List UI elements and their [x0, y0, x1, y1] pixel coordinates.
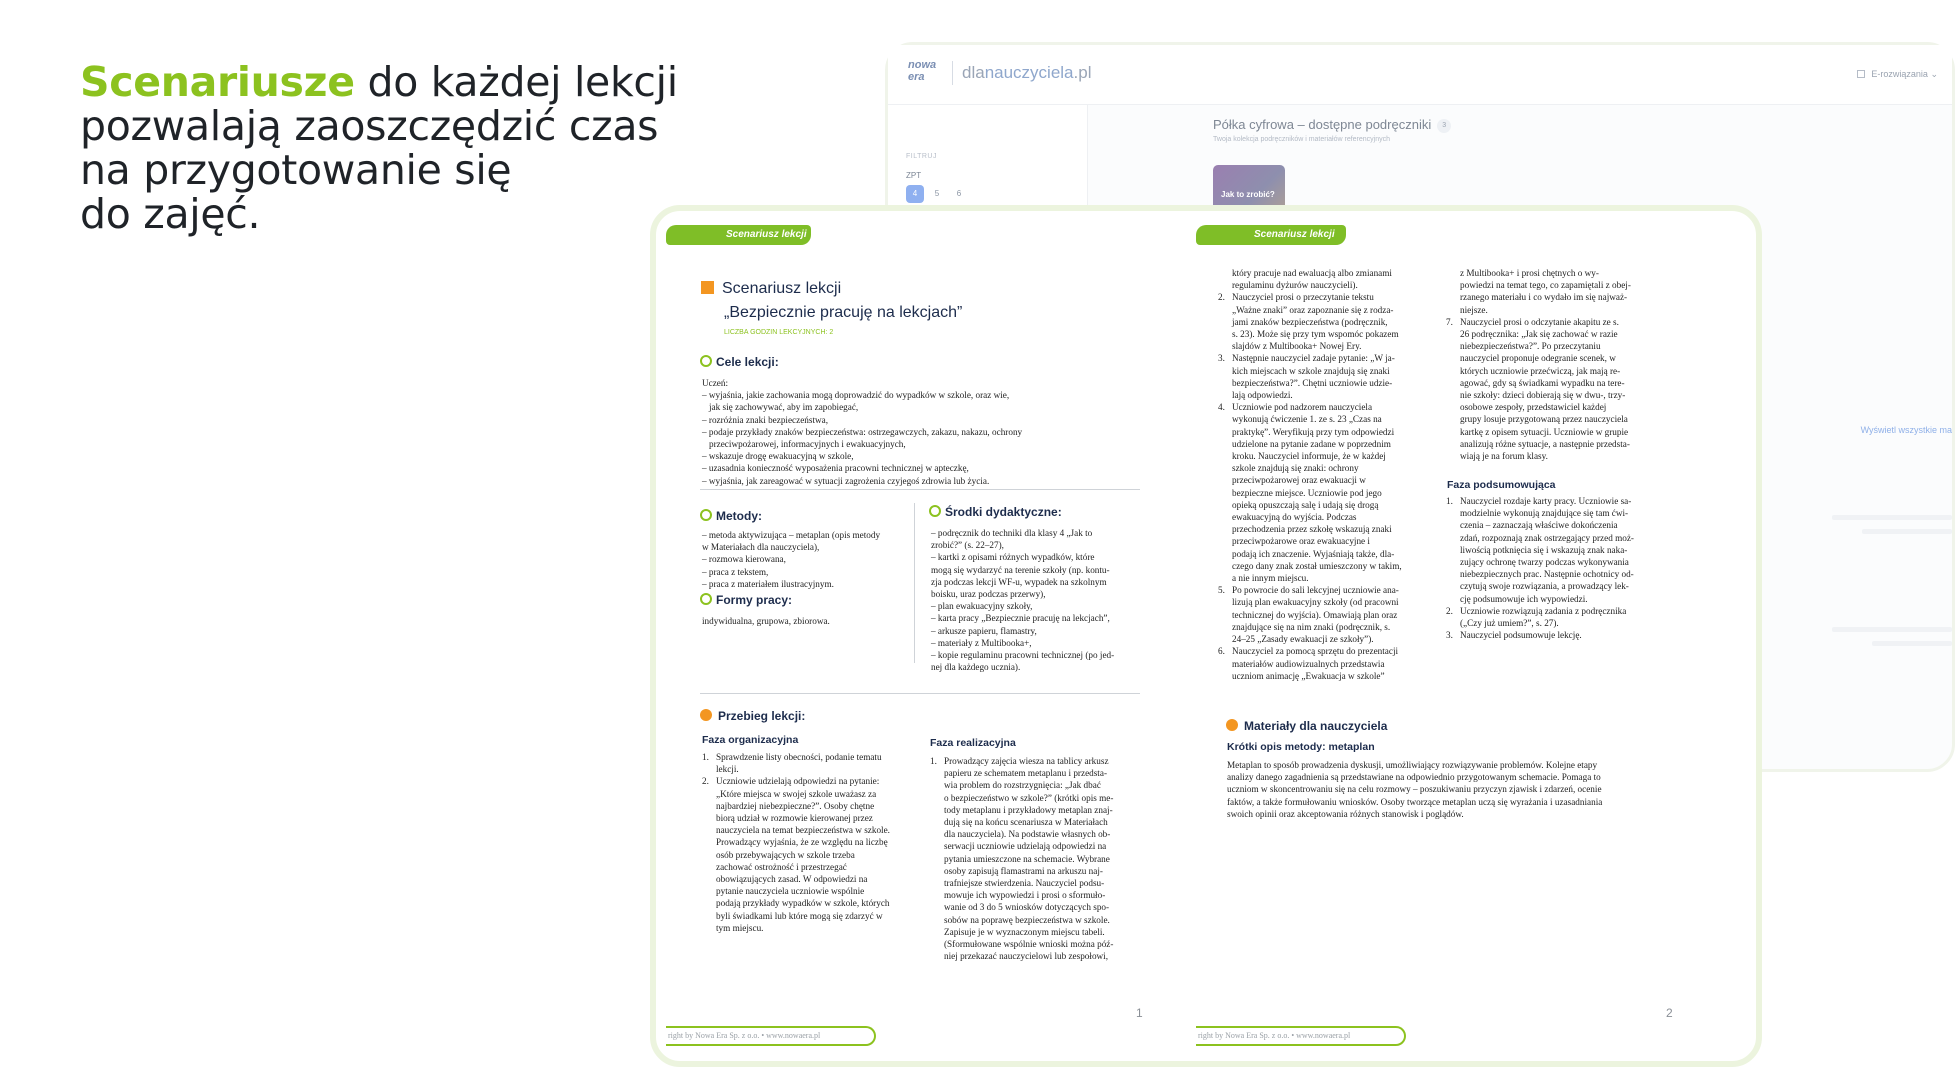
- copyright-footer: right by Nowa Era Sp. z o.o. • www.nowaera.pl: [666, 1026, 876, 1046]
- step-item: 3. Następnie nauczyciel zadaje pytanie: „W ja- kich miejscach w szkole znajdują się znaki bezpieczeństwa?”. Chętni uczniowie udzie- lają odpowiedzi.: [1218, 353, 1395, 401]
- app-header: [888, 45, 1952, 105]
- realization-phase-text: [930, 755, 1144, 962]
- headline-line-3: na przygotowanie się: [80, 146, 512, 194]
- show-all-link[interactable]: Wyświetl wszystkie ma: [1860, 425, 1952, 435]
- goals-heading: Cele lekcji:: [700, 355, 779, 369]
- step-item: 2. Uczniowie udzielają odpowiedzi na pytanie: „Które miejsca w swojej szkole uważasz za najbardziej niebezpieczne?”. Osoby chętne biorą udział w rozmowie kierowanej przez nauczyciela na temat bezpieczeństwa w szkole. Prowadzący wyjaśnia, że ze względu na liczbę osób przebywających w szkole trzeba zachować ostrożność i przestrzegać obowiązujących zasad. W odpowiedzi na pytanie nauczyciela uczniowie wspólnie podają przykłady wypadków w szkole, których byli świadkami lub które mogą się zdarzyć w tym miejscu.: [702, 776, 890, 933]
- realization-phase-heading: Faza realizacyjna: [930, 737, 1016, 749]
- metaplan-description: Metaplan to sposób prowadzenia dyskusji, umożliwiający rozwiązywanie problemów. Kolejne etapy analizy danego zagadnienia są przedstawiane na odpowiednio przygotowanym schemacie. Pomaga to uczniom w skoncentrowaniu się na celu rozmowy – poszukiwaniu przyczyn zjawisk i zdarzeń, ocenie faktów, a także formułowaniu wniosków. Osoby tworzące metaplan uczą się wyrażania i uzasadniania swoich opinii oraz akceptowania różnych stanowisk i poglądów.: [1227, 760, 1603, 819]
- circle-bullet-icon: [700, 593, 712, 605]
- book-title: Jak to zrobić?: [1221, 190, 1275, 199]
- teacher-materials-heading: Materiały dla nauczyciela: [1226, 719, 1387, 733]
- headline-line-2: pozwalają zaoszczędzić czas: [80, 102, 659, 150]
- lesson-hours: LICZBA GODZIN LEKCYJNYCH: 2: [724, 329, 834, 336]
- forms-text: indywidualna, grupowa, zbiorowa.: [702, 616, 830, 626]
- summary-phase-heading: Faza podsumowująca: [1447, 479, 1556, 491]
- page-number: 1: [1136, 1006, 1143, 1020]
- step-item: 5. Po powrocie do sali lekcyjnej uczniowie ana- lizują plan ewakuacyjny szkoły (od pracowni technicznej do wyjścia). Omawiają plan oraz znajdujące się na nim znaki (podręcznik, s. 24–25 „Zasady ewakuacji ze szkoły”).: [1218, 585, 1399, 645]
- methods-heading: Metody:: [700, 509, 762, 523]
- step-item: 1. Sprawdzenie listy obecności, podanie tematu lekcji.: [702, 752, 882, 775]
- step-item: 1. Nauczyciel rozdaje karty pracy. Uczniowie sa- modzielnie wykonują znajdujące się tam ćwi- czenia – zaznaczają właściwe dokończenia zdań, rozpoznają znak ostrzegający przed moż- liwością potknięcia się i wskazują znak naka- zujący ochronę twarzy podczas wykonywania niebezpiecznych prac. Następnie ochotnicy od- czytują swoje rozwiązania, a prowadzący lek- cję podsumowuje ich wypowiedzi.: [1446, 496, 1634, 604]
- e-rozwiazania-menu[interactable]: E-rozwiązania ⌄: [1857, 69, 1938, 80]
- headline-line-4: do zajęć.: [80, 190, 261, 238]
- circle-bullet-icon: [929, 505, 941, 517]
- scenario-tag: Scenariusz lekcji: [666, 225, 811, 245]
- document-page-2: [1196, 211, 1736, 1061]
- step-item: 6. Nauczyciel za pomocą sprzętu do prezentacji materiałów audiowizualnych przedstawia uczniom animację „Ewakuacja w szkole”: [1218, 646, 1399, 681]
- grid-icon: [1857, 70, 1865, 78]
- step-item: 4. Uczniowie pod nadzorem nauczyciela wykonują ćwiczenie 1. ze s. 23 „Czas na praktykę”. Weryfikują przy tym odpowiedzi udzielone na pytanie zadane w poprzednim kroku. Nauczyciel informuje, że w każdej szkole znajdują się znaki: ochrony przeciwpożarowej oraz ewakuacji w bezpieczne miejsce. Uczniowie pod jego opieką opuszczają salę i udają się drogą ewakuacyjną do wyjścia. Podczas przechodzenia przez szkołę wskazują znaki przeciwpożarowe oraz ewakuacyjne i podają ich znaczenie. Wyjaśniają także, dla- czego dany znak został umieszczony w takim, a nie innym miejscu.: [1218, 402, 1402, 584]
- chevron-down-icon: ⌄: [1930, 69, 1938, 79]
- teaching-aids-heading: Środki dydaktyczne:: [929, 505, 1062, 519]
- circle-bullet-icon: [700, 355, 712, 367]
- divider: [700, 489, 1140, 490]
- course-heading: Przebieg lekcji:: [700, 709, 805, 723]
- document-title: Scenariusz lekcji „Bezpiecznie pracuję na lekcjach”: [722, 280, 963, 321]
- scenario-tag: Scenariusz lekcji: [1196, 225, 1346, 245]
- headline-accent: Scenariusze: [80, 58, 355, 106]
- nowa-era-logo[interactable]: nowa era: [908, 59, 937, 83]
- goals-text: Uczeń: – wyjaśnia, jakie zachowania mogą doprowadzić do wypadków w szkole, oraz wie, jak się zachowywać, aby im zapobiegać, – rozróżnia znaki bezpieczeństwa, – podaje przykłady znaków bezpieczeństwa: ostrzegawczych, zakazu, nakazu, ochrony przeciwpożarowej, informacyjnych i ewakuacyjnych, – wskazuje drogę ewakuacyjną w szkole, – uzasadnia konieczność wyposażenia pracowni technicznej w apteczkę, – wyjaśnia, jak zareagować w sytuacji zagrożenia czyjegoś zdrowia lub życia.: [702, 378, 1023, 486]
- organization-phase-heading: Faza organizacyjna: [702, 734, 799, 746]
- site-logo[interactable]: dlanauczyciela.pl: [962, 63, 1092, 82]
- faded-row: [1832, 627, 1952, 632]
- organization-phase-text: [702, 751, 922, 934]
- grade-6-button[interactable]: 6: [956, 189, 962, 198]
- copyright-footer: right by Nowa Era Sp. z o.o. • www.nowaera.pl: [1196, 1026, 1406, 1046]
- divider: [700, 693, 1140, 694]
- faded-row: [1862, 529, 1952, 534]
- step-item: 2. Uczniowie rozwiązują zadania z podręcznika („Czy już umiem?”, s. 27).: [1446, 605, 1627, 629]
- grade-5-button[interactable]: 5: [934, 189, 940, 198]
- step-item: 2. Nauczyciel prosi o przeczytanie tekstu „Ważne znaki” oraz zapoznanie się z rodza- jami znaków bezpieczeństwa (podręcznik, s. 23). Może się przy tym wspomóc pokazem slajdów z Multibooka+ Nowej Ery.: [1218, 292, 1399, 352]
- realization-phase-continued: który pracuje nad ewaluacją albo zmianami regulaminu dyżurów nauczycieli). 2. Nauczyciel prosi o przeczytanie tekstu „Ważne znaki” oraz zapoznanie się z rodza- jami znaków bezpieczeństwa (podręcznik, s. 23). Może się przy tym wspomóc pokazem slajdów z Multibooka+ Nowej Ery. 3. Następnie nauczyciel zadaje pytanie: „W ja- kich miejscach w szkole znajdują się znaki bezpieczeństwa?”. Chętni uczniowie udzie- lają odpowiedzi. 4. Uczniowie pod nadzorem nauczyciela wykonują ćwiczenie 1. ze s. 23 „Czas na praktykę”. Weryfikują przy tym odpowiedzi udzielone na pytanie zadane w poprzednim kroku. Nauczyciel informuje, że w każdej szkole znajdują się znaki: ochrony przeciwpożarowej oraz ewakuacji w bezpieczne miejsce. Uczniowie pod jego opieką opuszczają salę i udają się drogą ewakuacyjną do wyjścia. Podczas przechodzenia przez szkołę wskazują znaki przeciwpożarowe oraz ewakuacyjne i podają ich znaczenie. Wyjaśniają także, dla- czego dany znak został umieszczony w takim, a nie innym miejscu. 5. Po powrocie do sali lekcyjnej uczniowie ana- lizują plan ewakuacyjny szkoły (od pracowni technicznej do wyjścia). Omawiają plan oraz znajdujące się na nim znaki (podręcznik, s. 24–25 „Zasady ewakuacji ze szkoły”). 6. Nauczyciel za pomocą sprzętu do prezentacji materiałów audiowizualnych przedstawia uczniom animację „Ewakuacja w szkole”: [1218, 267, 1436, 682]
- document-page-1: [656, 211, 1196, 1061]
- forms-heading: Formy pracy:: [700, 593, 792, 607]
- step-item: 1. Prowadzący zajęcia wiesza na tablicy arkusz papieru ze schematem metaplanu i przedsta- wia problem do rozstrzygnięcia: „Jak dbać o bezpieczeństwo w szkole?” (krótki opis me- tody metaplanu i przykładowy metaplan znaj- dują się na końcu scenariusza w Materiałach dla nauczyciela). Na podstawie własnych ob- serwacji uczniowie udzielają odpowiedzi na pytania umieszczone na schemacie. Wybrane osoby zapisują flamastrami na arkuszu naj- trafniejsze stwierdzenia. Nauczyciel podsu- mowuje ich wypowiedzi i prosi o sformuło- wanie od 3 do 5 wniosków dotyczących spo- sobów na poprawę bezpieczeństwa w szkole. Zapisuje je w wyznaczonym miejscu tabeli. (Sformułowane wspólnie wnioski można póź- niej przekazać nauczycielowi lub zespołowi,: [930, 756, 1114, 962]
- teaching-aids-text: – podręcznik do techniki dla klasy 4 „Jak to zrobić?” (s. 22–27), – kartki z opisami różnych wypadków, które mogą się wydarzyć na terenie szkoły (np. kontu- zja podczas lekcji WF-u, wypadek na szkolnym boisku, uraz podczas przerwy), – plan ewakuacyjny szkoły, – karta pracy „Bezpiecznie pracuję na lekcjach”, – arkusze papieru, flamastry, – materiały z Multibooka+, – kopie regulaminu pracowni technicznej (po jed- nej dla każdego ucznia).: [931, 528, 1115, 673]
- faded-row: [1832, 515, 1952, 520]
- realization-phase-column-2: z Multibooka+ i prosi chętnych o wy- powiedzi na temat tego, co zapamiętali z obej- rzanego materiału i co wydało im się najważ- niejsze. 7. Nauczyciel prosi o odczytanie akapitu ze s. 26 podręcznika: „Jak się zachować w razie niebezpieczeństwa?”. Po przeczytaniu nauczyciel proponuje odegranie scenek, w których uczniowie przećwiczą, jak mają re- agować, gdy są świadkami wypadku na tere- nie szkoły: dzieci dobierają się w dwu-, trzy- osobowe zespoły, przedstawiciel każdej grupy losuje przygotowaną przez nauczyciela kartkę z opisem sytuacji. Uczniowie w grupie analizują różne sytuacje, a następnie przedsta- wiają je na forum klasy.: [1446, 267, 1672, 462]
- shelf-count-badge: 3: [1437, 119, 1451, 133]
- filters-label: FILTRUJ: [906, 153, 937, 160]
- step-item: 7. Nauczyciel prosi o odczytanie akapitu ze s. 26 podręcznika: „Jak się zachować w razie niebezpieczeństwa?”. Po przeczytaniu nauczyciel proponuje odegranie scenek, w których uczniowie przećwiczą, jak mają re- agować, gdy są świadkami wypadku na tere- nie szkoły: dzieci dobierają się w dwu-, trzy- osobowe zespoły, przedstawiciel każdej grupy losuje przygotowaną przez nauczyciela kartkę z opisem sytuacji. Uczniowie w grupie analizują różne sytuacje, a następnie przedsta- wiają je na forum klasy.: [1446, 316, 1630, 462]
- step-item: 3. Nauczyciel podsumowuje lekcję.: [1446, 630, 1582, 641]
- column-divider: [914, 503, 915, 663]
- logo-divider: [952, 61, 953, 85]
- dot-bullet-icon: [700, 709, 712, 721]
- shelf-title: Półka cyfrowa – dostępne podręczniki 3: [1213, 117, 1451, 133]
- methods-text: – metoda aktywizująca – metaplan (opis metody w Materiałach dla nauczyciela), – rozmowa kierowana, – praca z tekstem, – praca z materiałem ilustracyjnym.: [702, 530, 881, 589]
- faded-row: [1872, 641, 1952, 646]
- title-marker: [701, 281, 714, 294]
- grade-4-button[interactable]: 4: [906, 185, 924, 203]
- page-number: 2: [1666, 1006, 1673, 1020]
- circle-bullet-icon: [700, 509, 712, 521]
- zpt-label: ZPT: [906, 171, 922, 180]
- slide-headline: [80, 60, 700, 236]
- lesson-document: [650, 205, 1762, 1067]
- shelf-subtitle: Twoja kolekcja podręczników i materiałów referencyjnych: [1213, 136, 1391, 143]
- dot-bullet-icon: [1226, 719, 1238, 731]
- summary-phase-text: [1446, 495, 1672, 641]
- headline-line-1: do każdej lekcji: [367, 58, 678, 106]
- metaplan-heading: Krótki opis metody: metaplan: [1227, 741, 1375, 753]
